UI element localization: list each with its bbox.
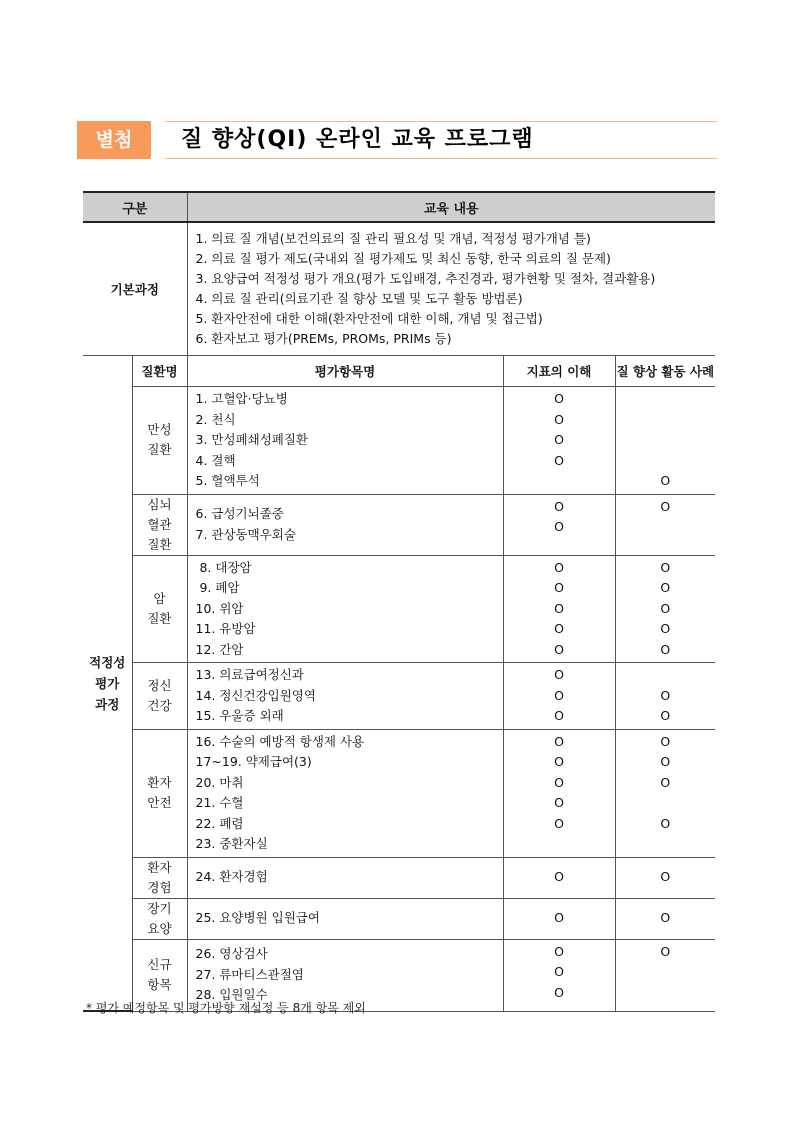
eval-item: 27. 류마티스관절염 <box>195 966 304 982</box>
eval-item: 9. 폐암 <box>195 580 240 595</box>
eval-item: 21. 수혈 <box>195 795 244 810</box>
check-mark: O <box>660 708 671 723</box>
basic-item: 4. 의료 질 관리(의료기관 질 향상 모델 및 도구 활동 방법론) <box>195 291 523 306</box>
program-table <box>83 191 715 1012</box>
header-content: 교육 내용 <box>187 192 715 222</box>
disease-name-line: 혈관 <box>147 516 172 532</box>
eval-item-list <box>187 898 503 939</box>
qi-case-marks <box>615 387 715 495</box>
disease-group-name <box>132 898 187 939</box>
check-mark <box>616 665 716 686</box>
indicator-marks <box>503 387 615 495</box>
check-mark: O <box>554 559 564 575</box>
qi-case-marks <box>615 729 715 857</box>
indicator-marks <box>503 494 615 555</box>
title-rule <box>165 121 717 159</box>
disease-name-line: 만성 <box>147 422 172 438</box>
check-mark: O <box>660 559 671 575</box>
disease-group-name <box>132 857 187 898</box>
eval-item-list <box>187 857 503 898</box>
page-title: 질 향상(QI) 온라인 교육 프로그램 <box>181 127 534 152</box>
disease-name-line: 신규 <box>147 957 172 972</box>
disease-group-name <box>132 387 187 495</box>
check-mark: O <box>554 687 564 703</box>
eval-item: 7. 관상동맥우회술 <box>195 526 296 542</box>
disease-name-line: 항목 <box>147 977 172 992</box>
subheader-qi-case: 질 향상 활동 사례 <box>615 356 715 387</box>
check-mark: O <box>554 733 564 749</box>
eval-item: 28. 입원일수 <box>195 987 268 1003</box>
basic-item: 6. 환자보고 평가(PREMs, PROMs, PRIMs 등) <box>195 331 452 346</box>
eval-item: 17~19. 약제급여(3) <box>195 754 312 769</box>
check-mark <box>504 471 615 492</box>
check-mark <box>616 983 716 1004</box>
eval-label-line: 적정성 <box>89 654 126 670</box>
eval-item: 6. 급성기뇌졸중 <box>195 506 284 521</box>
check-mark: O <box>554 754 564 769</box>
check-mark: O <box>660 641 671 657</box>
eval-item: 20. 마취 <box>195 774 244 790</box>
eval-group-row <box>83 663 715 730</box>
check-mark: O <box>554 667 564 682</box>
eval-group-row <box>83 555 715 663</box>
check-mark <box>616 410 716 431</box>
disease-group-name <box>132 729 187 857</box>
eval-item: 4. 결핵 <box>195 452 236 468</box>
eval-item: 14. 정신건강입원영역 <box>195 687 316 703</box>
qi-case-marks <box>615 555 715 663</box>
eval-item: 11. 유방암 <box>195 621 256 636</box>
check-mark: O <box>660 733 671 749</box>
basic-course-list <box>187 222 715 356</box>
eval-item: 24. 환자경험 <box>195 869 268 885</box>
eval-item: 26. 영상검사 <box>195 946 268 962</box>
indicator-marks <box>503 729 615 857</box>
eval-group-row <box>83 898 715 939</box>
check-mark: O <box>554 411 564 427</box>
qi-case-marks <box>615 857 715 898</box>
disease-name-line: 경험 <box>147 879 172 895</box>
eval-item-list <box>187 494 503 555</box>
eval-item: 5. 혈액투석 <box>195 473 260 488</box>
eval-item: 23. 중환자실 <box>195 836 268 851</box>
indicator-marks <box>503 663 615 730</box>
check-mark: O <box>660 774 671 790</box>
disease-name-line: 질환 <box>147 442 172 458</box>
disease-name-line: 질환 <box>147 536 172 552</box>
check-mark: O <box>554 641 564 657</box>
check-mark: O <box>554 984 564 1000</box>
check-mark: O <box>660 600 671 616</box>
eval-label-line: 평가 <box>95 675 120 691</box>
check-mark: O <box>660 687 671 703</box>
header-division: 구분 <box>83 192 187 222</box>
check-mark: O <box>554 621 564 636</box>
check-mark: O <box>554 391 564 406</box>
check-mark: O <box>660 869 671 885</box>
eval-item: 13. 의료급여정신과 <box>195 667 304 682</box>
check-mark: O <box>554 795 564 810</box>
basic-item: 3. 요양급여 적정성 평가 개요(평가 도입배경, 추진경과, 평가현황 및 절차, 결과활용) <box>195 271 656 286</box>
check-mark <box>616 389 716 410</box>
check-mark: O <box>660 621 671 636</box>
eval-group-row <box>83 494 715 555</box>
disease-name-line: 건강 <box>147 697 172 713</box>
check-mark: O <box>660 943 671 959</box>
check-mark: O <box>554 774 564 790</box>
check-mark <box>504 834 615 855</box>
check-mark: O <box>660 815 671 831</box>
eval-item: 3. 만성폐쇄성폐질환 <box>195 432 308 447</box>
eval-item: 22. 폐렴 <box>195 815 244 831</box>
disease-name-line: 질환 <box>147 610 172 626</box>
subheader-indicator: 지표의 이해 <box>503 356 615 387</box>
check-mark: O <box>660 910 671 926</box>
eval-item: 12. 간암 <box>195 641 244 657</box>
check-mark: O <box>554 498 564 514</box>
disease-name-line: 장기 <box>147 900 172 916</box>
eval-item: 10. 위암 <box>195 600 244 616</box>
eval-item-list <box>187 663 503 730</box>
disease-group-name <box>132 555 187 663</box>
disease-name-line: 암 <box>153 590 166 606</box>
check-mark: O <box>554 708 564 723</box>
eval-group-row <box>83 857 715 898</box>
check-mark: O <box>554 869 564 885</box>
eval-subheader-row <box>83 356 715 387</box>
basic-item: 5. 환자안전에 대한 이해(환자안전에 대한 이해, 개념 및 접근법) <box>195 311 543 326</box>
subheader-disease: 질환명 <box>132 356 187 387</box>
basic-item: 2. 의료 질 평가 제도(국내외 질 평가제도 및 최신 동향, 한국 의료의 질 문제) <box>195 251 611 266</box>
eval-item: 1. 고혈압·당뇨병 <box>195 391 288 406</box>
indicator-marks <box>503 898 615 939</box>
qi-case-marks <box>615 494 715 555</box>
footnote: * 평가 예정항목 및 평가방향 재설정 등 8개 항목 제외 <box>86 1001 366 1015</box>
eval-item-list <box>187 555 503 663</box>
subheader-item: 평가항목명 <box>187 356 503 387</box>
disease-name-line: 환자 <box>147 775 172 790</box>
disease-group-name <box>132 663 187 730</box>
check-mark <box>616 517 716 538</box>
eval-item: 16. 수술의 예방적 항생제 사용 <box>195 733 365 749</box>
eval-item: 25. 요양병원 입원급여 <box>195 910 320 926</box>
check-mark: O <box>554 600 564 616</box>
check-mark: O <box>554 452 564 468</box>
eval-item: 15. 우울증 외래 <box>195 708 284 723</box>
check-mark <box>616 430 716 451</box>
disease-name-line: 환자 <box>147 859 172 875</box>
check-mark: O <box>554 943 564 959</box>
eval-course-label <box>83 356 132 1012</box>
table-header-row <box>83 192 715 222</box>
indicator-marks <box>503 555 615 663</box>
eval-item-list <box>187 387 503 495</box>
check-mark: O <box>660 498 671 514</box>
check-mark <box>616 962 716 983</box>
disease-group-name <box>132 494 187 555</box>
basic-item: 1. 의료 질 개념(보건의료의 질 관리 필요성 및 개념, 적정성 평가개념 틀) <box>195 231 591 246</box>
basic-course-row <box>83 222 715 356</box>
indicator-marks <box>503 857 615 898</box>
basic-course-label: 기본과정 <box>83 222 187 356</box>
disease-name-line: 심뇌 <box>147 496 172 512</box>
check-mark: O <box>554 815 564 831</box>
check-mark <box>616 793 716 814</box>
qi-case-marks <box>615 939 715 1011</box>
check-mark: O <box>660 754 671 769</box>
indicator-marks <box>503 939 615 1011</box>
attachment-badge: 별첨 <box>77 121 151 159</box>
check-mark: O <box>554 519 564 534</box>
disease-name-line: 요양 <box>147 920 172 936</box>
eval-item: 2. 천식 <box>195 411 236 427</box>
eval-item: 8. 대장암 <box>195 559 252 575</box>
check-mark: O <box>554 432 564 447</box>
eval-group-row <box>83 729 715 857</box>
title-block <box>77 121 717 159</box>
check-mark: O <box>554 910 564 926</box>
check-mark <box>616 451 716 472</box>
qi-case-marks <box>615 898 715 939</box>
eval-group-row <box>83 387 715 495</box>
check-mark: O <box>554 580 564 595</box>
check-mark: O <box>660 580 671 595</box>
check-mark: O <box>660 473 671 488</box>
check-mark: O <box>554 964 564 979</box>
disease-name-line: 안전 <box>147 795 172 810</box>
qi-case-marks <box>615 663 715 730</box>
disease-name-line: 정신 <box>147 677 172 693</box>
eval-item-list <box>187 729 503 857</box>
eval-label-line: 과정 <box>95 696 120 712</box>
